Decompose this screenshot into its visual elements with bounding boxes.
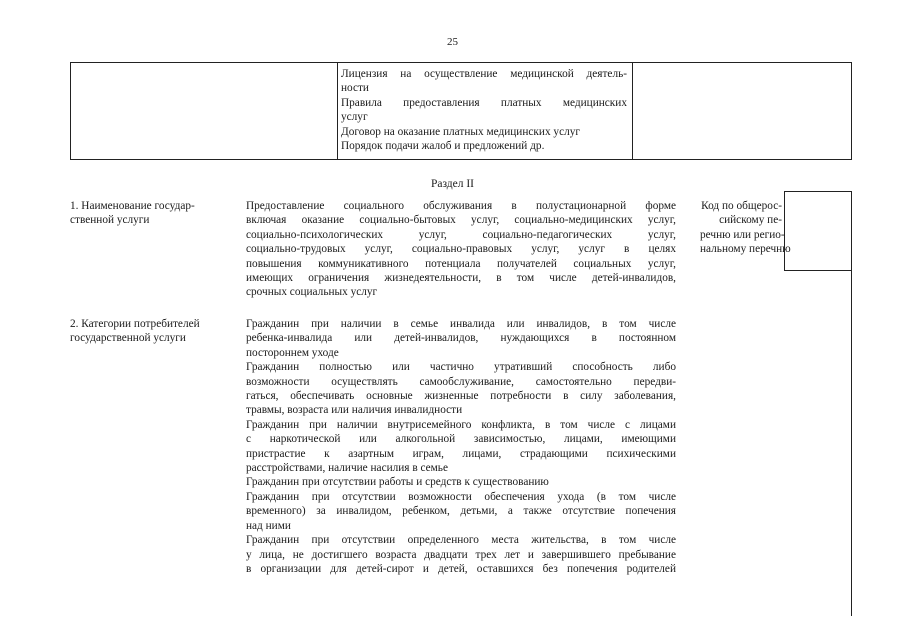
label-line: ственной услуги: [70, 214, 150, 227]
content-line: временного) за инвалидом, ребенком, детьми, а также отсутствие попечения: [246, 505, 676, 518]
content-line: ребенка-инвалида или детей-инвалидов, нуждающихся в постоянном: [246, 332, 676, 345]
content-line: травмы, возраста или наличия инвалидности: [246, 404, 463, 417]
code-label-line: Код по общерос-: [701, 200, 782, 212]
consumer-categories-content: [246, 317, 676, 576]
content-line: возможности осуществлять самообслуживание, самостоятельно передви-: [246, 375, 676, 388]
code-box: [784, 191, 852, 271]
content-line: повышения коммуникативного потенциала получателей социальных услуг,: [246, 257, 676, 270]
consumer-categories-label: [70, 317, 240, 346]
content-line: Гражданин при отсутствии возможности обеспечения ухода (в том числе: [246, 490, 676, 503]
label-line: 1. Наименование государ-: [70, 200, 195, 212]
content-line: гаться, обеспечивать основные жизненные потребности в силу заболевания,: [246, 390, 676, 403]
content-line: пристрастие к азартным играм, лицами, страдающими психическими: [246, 447, 676, 460]
label-line: 2. Категории потребителей: [70, 318, 200, 330]
table-cell-line: Договор на оказание платных медицинских услуг: [341, 125, 580, 138]
content-line: Гражданин при наличии внутрисемейного конфликта, в том числе с лицами: [246, 418, 676, 431]
content-line: включая оказание социально-бытовых услуг, социально-медицинских услуг,: [246, 214, 676, 227]
content-line: над ними: [246, 519, 291, 532]
content-line: расстройствами, наличие насилия в семье: [246, 462, 448, 475]
table-cell-line: услуг: [341, 111, 368, 124]
content-line: Гражданин при отсутствии работы и средств к существованию: [246, 476, 549, 489]
content-line: срочных социальных услуг: [246, 286, 378, 299]
code-label-line: сийскому пе-: [719, 214, 782, 227]
top-table: [70, 62, 852, 160]
right-rule: [851, 271, 852, 616]
label-line: государственной услуги: [70, 332, 186, 345]
service-name-label: [70, 199, 240, 228]
page-number: 25: [447, 36, 458, 48]
table-column-divider: [337, 63, 338, 159]
content-line: у лица, не достигшего возраста двадцати трех лет и завершившего пребывание: [246, 548, 676, 561]
content-line: Гражданин при наличии в семье инвалида или инвалидов, в том числе: [246, 318, 676, 330]
content-line: с наркотической или алкогольной зависимостью, лицами, имеющими: [246, 433, 676, 446]
table-cell-line: ности: [341, 82, 369, 95]
content-line: Гражданин полностью или частично утративший способность либо: [246, 361, 676, 374]
code-label-line: речню или регио-: [700, 228, 785, 241]
service-name-content: [246, 199, 676, 300]
content-line: Гражданин при отсутствии определенного места жительства, в том числе: [246, 534, 676, 547]
content-line: социально-психологических услуг, социально-педагогических услуг,: [246, 228, 676, 241]
table-cell-line: Порядок подачи жалоб и предложений др.: [341, 140, 545, 153]
section-title: Раздел II: [430, 178, 475, 190]
content-line: имеющих ограничения жизнедеятельности, в том числе детей-инвалидов,: [246, 272, 676, 285]
table-cell-documents: [341, 67, 627, 153]
table-cell-line: Лицензия на осуществление медицинской деятель-: [341, 68, 627, 80]
code-label: [700, 199, 791, 257]
content-line: постороннем уходе: [246, 346, 339, 359]
content-line: Предоставление социального обслуживания в полустационарной форме: [246, 200, 676, 212]
content-line: социально-трудовых услуг, социально-правовых услуг, услуг в целях: [246, 243, 676, 256]
content-line: в организации для детей-сирот и детей, оставшихся без попечения родителей: [246, 562, 676, 575]
table-cell-line: Правила предоставления платных медицинских: [341, 96, 627, 109]
code-label-line: нальному перечню: [700, 243, 791, 256]
table-column-divider: [632, 63, 633, 159]
